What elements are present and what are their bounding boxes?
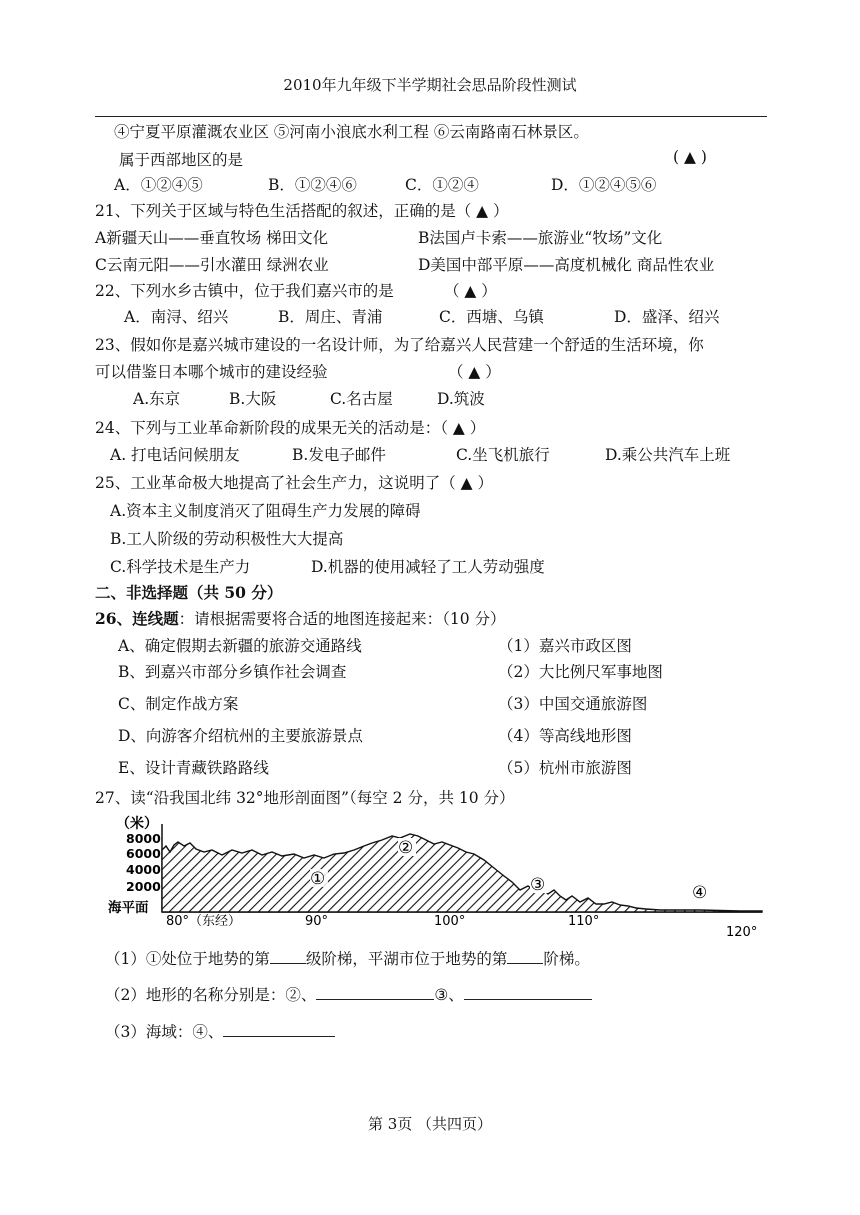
q27-sub1-text-c: 阶梯。	[543, 950, 590, 968]
q26-right-1: （1）嘉兴市政区图	[498, 637, 632, 655]
q23-option-b: B.大阪	[229, 390, 277, 408]
q26-left-c: C、制定作战方案	[118, 695, 239, 713]
x-tick-100: 100°	[434, 914, 466, 929]
x-tick-110: 110°	[568, 914, 600, 929]
q21-option-d: D美国中部平原——高度机械化 商品性农业	[418, 256, 715, 274]
q20-answer-slot: ( ▲ )	[673, 148, 707, 166]
q20-stem: 属于西部地区的是	[119, 151, 244, 169]
q24-option-a: A. 打电话问候朋友	[110, 446, 240, 464]
marker-3	[530, 875, 548, 895]
q22-stem: 22、下列水乡古镇中，位于我们嘉兴市的是	[95, 282, 394, 300]
q26-right-5: （5）杭州市旅游图	[498, 759, 632, 777]
q20-option-b: B．①②④⑥	[268, 176, 357, 194]
q21-option-b: B法国卢卡索——旅游业“牧场”文化	[418, 229, 663, 247]
marker-1	[310, 869, 328, 889]
q27-sub1-text-a: （1）①处位于地势的第	[105, 950, 270, 968]
q25-stem: 25、工业革命极大地提高了社会生产力，这说明了（ ▲ ）	[95, 474, 493, 492]
sea-level-label: 海平面	[108, 900, 149, 916]
q26-stem	[95, 607, 505, 629]
q26-left-d: D、向游客介绍杭州的主要旅游景点	[118, 727, 363, 745]
y-tick-8000: 8000	[126, 831, 161, 846]
q26-left-b: B、到嘉兴市部分乡镇作社会调查	[118, 663, 347, 681]
q27-blank-3[interactable]	[316, 998, 434, 1000]
q22-option-c: C．西塘、乌镇	[439, 308, 544, 326]
q26-right-3: （3）中国交通旅游图	[498, 695, 648, 713]
q25-option-d: D.机器的使用减轻了工人劳动强度	[311, 558, 545, 576]
q25-option-a: A.资本主义制度消灭了阻碍生产力发展的障碍	[110, 502, 421, 520]
svg-text:③: ③	[530, 875, 546, 895]
x-tick-80: 80°（东经）	[166, 914, 242, 929]
x-tick-120: 120°	[726, 925, 758, 940]
marker-2	[398, 838, 416, 858]
q21-option-a: A新疆天山——垂直牧场 梯田文化	[95, 229, 329, 247]
section2-title: 二、非选择题（共 50 分）	[95, 583, 283, 602]
q20-option-a: A．①②④⑤	[114, 176, 203, 194]
y-tick-6000: 6000	[126, 846, 161, 861]
q21-stem: 21、下列关于区域与特色生活搭配的叙述，正确的是（ ▲ ）	[95, 202, 509, 220]
q27-sub3-text-a: （3）海域：④、	[105, 1023, 224, 1041]
q25-option-b: B.工人阶级的劳动积极性大大提高	[110, 530, 344, 548]
q27-sub1-text-b: 级阶梯，平湖市位于地势的第	[305, 950, 508, 968]
q22-option-b: B．周庄、青浦	[278, 308, 383, 326]
marker-4: ④	[692, 883, 708, 903]
q23-answer-slot: （ ▲ ）	[448, 363, 501, 381]
q26-right-2: （2）大比例尺军事地图	[498, 663, 663, 681]
x-tick-90: 90°	[305, 914, 329, 929]
q20-option-d: D．①②④⑤⑥	[551, 176, 657, 194]
q27-blank-2[interactable]	[507, 962, 543, 964]
q26-left-e: E、设计青藏铁路路线	[118, 759, 269, 777]
q27-sub1	[105, 947, 590, 969]
q20-items-line: ④宁夏平原灌溉农业区 ⑤河南小浪底水利工程 ⑥云南路南石林景区。	[114, 123, 589, 141]
q24-option-c: C.坐飞机旅行	[456, 446, 550, 464]
header-rule	[95, 116, 767, 117]
y-unit-label: （米）	[116, 816, 158, 832]
q26-stem-bold: 26、连线题	[95, 609, 179, 628]
q22-answer-slot: （ ▲ ）	[444, 282, 497, 300]
q24-option-b: B.发电子邮件	[292, 446, 386, 464]
q27-sub2-text-b: ③、	[434, 986, 464, 1004]
q27-sub2-text-a: （2）地形的名称分别是：②、	[105, 986, 317, 1004]
svg-text:①: ①	[310, 869, 326, 889]
q23-option-d: D.筑波	[437, 390, 485, 408]
q23-line2: 可以借鉴日本哪个城市的建设经验	[95, 363, 328, 381]
q26-left-a: A、确定假期去新疆的旅游交通路线	[118, 637, 362, 655]
q23-line1: 23、假如你是嘉兴城市建设的一名设计师，为了给嘉兴人民营建一个舒适的生活环境，你	[95, 336, 704, 354]
q27-stem: 27、读“沿我国北纬 32°地形剖面图”（每空 2 分，共 10 分）	[95, 789, 515, 807]
y-tick-2000: 2000	[126, 879, 161, 894]
page-footer: 第 3页 （共四页）	[367, 1115, 493, 1133]
q22-option-d: D．盛泽、绍兴	[614, 308, 720, 326]
page-header: 2010年九年级下半学期社会思品阶段性测试	[283, 76, 577, 94]
q27-blank-5[interactable]	[223, 1035, 335, 1037]
q27-sub3	[105, 1020, 335, 1042]
terrain-profile-shape	[162, 834, 762, 912]
terrain-profile-figure	[100, 812, 768, 940]
q20-option-c: C．①②④	[405, 176, 479, 194]
q25-option-c: C.科学技术是生产力	[110, 558, 251, 576]
q21-option-c: C云南元阳——引水灌田 绿洲农业	[95, 256, 329, 274]
q23-option-c: C.名古屋	[330, 390, 393, 408]
q27-blank-1[interactable]	[270, 962, 306, 964]
y-tick-4000: 4000	[126, 862, 161, 877]
q26-right-4: （4）等高线地形图	[498, 727, 632, 745]
q26-stem-rest: ：请根据需要将合适的地图连接起来：（10 分）	[178, 610, 506, 628]
q27-blank-4[interactable]	[464, 998, 592, 1000]
q22-option-a: A．南浔、绍兴	[124, 308, 229, 326]
q24-stem: 24、下列与工业革命新阶段的成果无关的活动是：（ ▲ ）	[95, 419, 486, 437]
svg-text:②: ②	[398, 838, 414, 858]
q27-sub2	[105, 983, 592, 1005]
q24-option-d: D.乘公共汽车上班	[605, 446, 731, 464]
q23-option-a: A.东京	[133, 390, 181, 408]
